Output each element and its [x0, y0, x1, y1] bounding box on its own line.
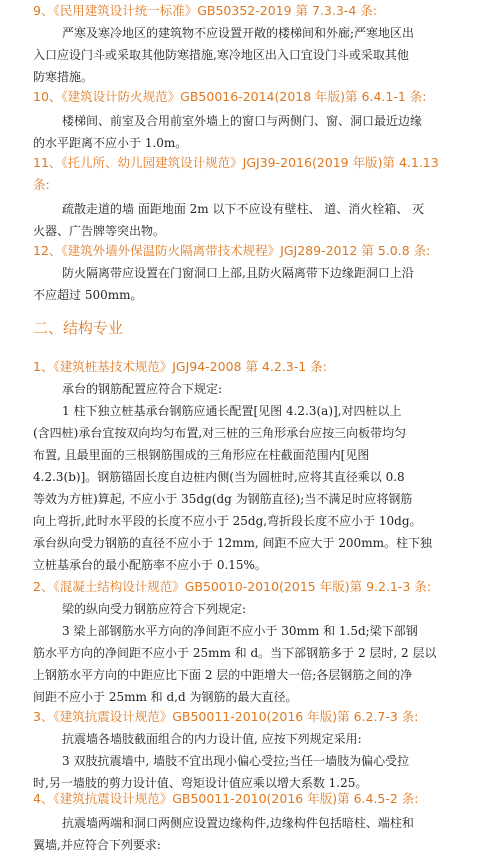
- clause-text-line: 不应超过 500mm。: [33, 288, 143, 302]
- clause-text-line: 楼梯间、前室及合用前室外墙上的窗口与两侧门、窗、洞口最近边缘: [62, 114, 423, 128]
- clause-heading-10: 10、《建筑设计防火规范》GB50016-2014(2018 年版)第 6.4.1-1 条:: [33, 89, 427, 104]
- clause-text-line: 梁的纵向受力钢筋应符合下列规定:: [62, 602, 247, 616]
- clause-text-line: 布置, 且最里面的三根钢筋围成的三角形应在柱截面范围内[见图: [33, 448, 370, 462]
- clause-text-line: 承台的钢筋配置应符合下规定:: [62, 382, 223, 396]
- clause-text-line: 严寒及寒冷地区的建筑物不应设置开敞的楼梯间和外廊;严寒地区出: [62, 26, 415, 40]
- struct-clause-heading-3: 3、《建筑抗震设计规范》GB50011-2010(2016 年版)第 6.2.7-3 条:: [33, 709, 419, 724]
- clause-text-line: (含四桩)承台宜按双向均匀布置,对三桩的三角形承台应按三向板带均匀: [33, 426, 407, 440]
- clause-text-line: 向上弯折,此时水平段的长度不应小于 25dg,弯折段长度不应小于 10dg。: [33, 514, 422, 528]
- clause-text-line: 等效为方桩)算起, 不应小于 35dg(dg 为钢筋直径);当不满足时应将钢筋: [33, 492, 413, 506]
- struct-clause-heading-1: 1、《建筑桩基技术规范》JGJ94-2008 第 4.2.3-1 条:: [33, 359, 327, 374]
- clause-heading-11: 11、《托儿所、幼儿园建筑设计规范》JGJ39-2016(2019 年版)第 4.1.13: [33, 155, 439, 170]
- clause-text-line: 防火隔离带应设置在门窗洞口上部,且防火隔离带下边缘距洞口上沿: [62, 266, 414, 280]
- clause-text-line: 抗震墙两端和洞口两侧应设置边缘构件,边缘构件包括暗柱、端柱和: [62, 816, 414, 830]
- clause-text-line: 时,另一墙肢的剪力设计值、弯矩设计值应乘以增大系数 1.25。: [33, 776, 368, 790]
- clause-text-line: 承台纵向受力钢筋的直径不应小于 12mm, 间距不应大于 200mm。柱下独: [33, 536, 432, 550]
- clause-text-line: 筋水平方向的净间距不应小于 25mm 和 d。当下部钢筋多于 2 层时, 2 层以: [33, 646, 437, 660]
- clause-text-line: 防寒措施。: [33, 70, 94, 84]
- clause-heading-12: 12、《建筑外墙外保温防火隔离带技术规程》JGJ289-2012 第 5.0.8 条:: [33, 243, 431, 258]
- clause-text-line: 翼墙,并应符合下列要求:: [33, 838, 161, 852]
- struct-clause-heading-2: 2、《混凝土结构设计规范》GB50010-2010(2015 年版)第 9.2.1-3 条:: [33, 579, 432, 594]
- struct-clause-heading-4: 4、《建筑抗震设计规范》GB50011-2010(2016 年版)第 6.4.5-2 条:: [33, 791, 419, 806]
- clause-text-line: 入口应设门斗或采取其他防寒措施,寒冷地区出入口宜设门斗或采取其他: [33, 48, 409, 62]
- clause-text-line: 疏散走道的墙 面距地面 2m 以下不应设有壁柱、 道、消火栓箱、 灭: [62, 202, 425, 216]
- clause-text-line: 3 梁上部钢筋水平方向的净间距不应小于 30mm 和 1.5d;梁下部钢: [62, 624, 418, 638]
- clause-text-line: 1 柱下独立桩基承台钢筋应通长配置[见图 4.2.3(a)],对四桩以上: [62, 404, 402, 418]
- clause-heading-9: 9、《民用建筑设计统一标准》GB50352-2019 第 7.3.3-4 条:: [33, 3, 377, 18]
- clause-text-line: 的水平距离不应小于 1.0m。: [33, 136, 188, 150]
- clause-text-line: 立桩基承台的最小配筋率不应小于 0.15%。: [33, 558, 267, 572]
- clause-text-line: 间距不应小于 25mm 和 d,d 为钢筋的最大直径。: [33, 690, 298, 704]
- section-title: 二、结构专业: [33, 319, 124, 337]
- clause-text-line: 上钢筋水平方向的中距应比下面 2 层的中距增大一倍;各层钢筋之间的净: [33, 668, 413, 682]
- clause-text-line: 火器、广告牌等突出物。: [33, 224, 166, 238]
- clause-text-line: 3 双肢抗震墙中, 墙肢不宜出现小偏心受拉;当任一墙肢为偏心受拉: [62, 754, 410, 768]
- clause-text-line: 抗震墙各墙肢截面组合的内力设计值, 应按下列规定采用:: [62, 732, 362, 746]
- clause-heading-11-cont: 条:: [33, 177, 50, 192]
- clause-text-line: 4.2.3(b)]。钢筋锚固长度自边桩内侧(当为圆桩时,应将其直径乘以 0.8: [33, 470, 405, 484]
